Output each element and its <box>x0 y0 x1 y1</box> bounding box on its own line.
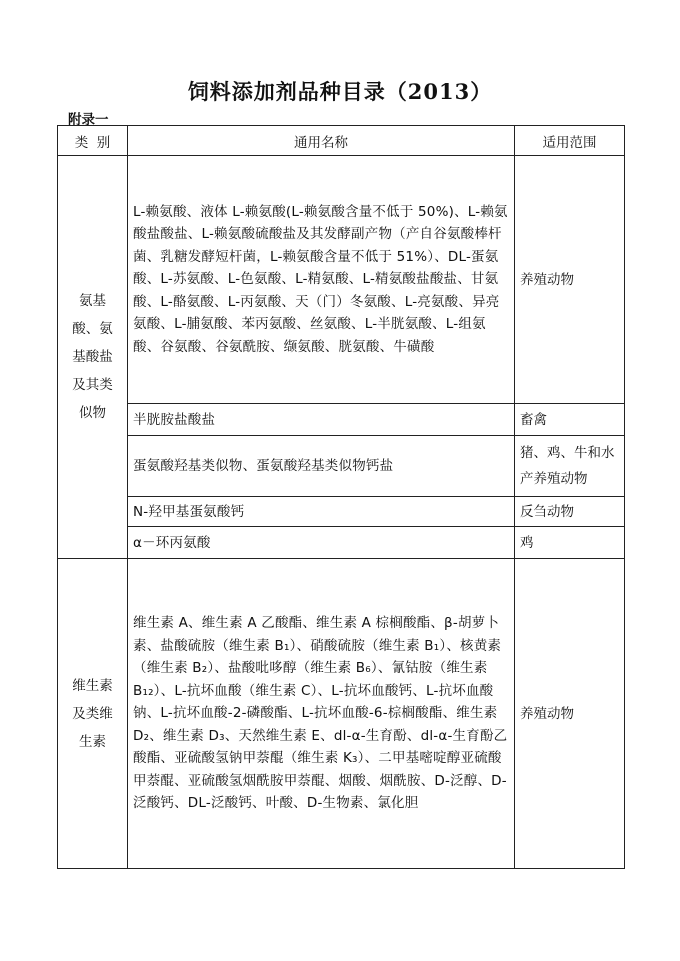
item-scope-cell: 养殖动物 <box>515 559 625 869</box>
category-label: 维生素 及类维 生素 <box>72 677 113 750</box>
item-name-cell: 半胱胺盐酸盐 <box>128 404 515 436</box>
table-row <box>58 559 625 869</box>
page-title: 饲料添加剂品种目录（2013） <box>187 79 493 104</box>
item-scope-cell: 养殖动物 <box>515 156 625 404</box>
item-scope-cell: 猪、鸡、牛和水产养殖动物 <box>515 436 625 497</box>
category-cell-amino-acids <box>58 156 128 559</box>
item-name-cell: α－环丙氨酸 <box>128 527 515 559</box>
item-name-cell: 蛋氨酸羟基类似物、蛋氨酸羟基类似物钙盐 <box>128 436 515 497</box>
item-name-cell: N-羟甲基蛋氨酸钙 <box>128 497 515 527</box>
item-name-cell: 维生素 A、维生素 A 乙酸酯、维生素 A 棕榈酸酯、β-胡萝卜素、盐酸硫胺（维生素 B₁）、硝酸硫胺（维生素 B₁）、核黄素（维生素 B₂）、盐酸吡哆醇（维生素 B₆）、氰钴胺（维生素 B₁₂）、L-抗坏血酸（维生素 C）、L-抗坏血酸钙、L-抗坏血酸钠、L-抗坏血酸-2-磷酸酯、L-抗坏血酸-6-棕榈酸酯、维生素 D₂、维生素 D₃、天然维生素 E、dl-α-生育酚、dl-α-生育酚乙酸酯、亚硫酸氢钠甲萘醌（维生素 K₃）、二甲基嘧啶醇亚硫酸甲萘醌、亚硫酸氢烟酰胺甲萘醌、烟酸、烟酰胺、D-泛醇、D-泛酸钙、DL-泛酸钙、叶酸、D-生物素、氯化胆 <box>128 559 515 869</box>
table-row <box>58 497 625 527</box>
table-row <box>58 404 625 436</box>
additive-catalog-table <box>57 125 625 869</box>
header-scope: 适用范围 <box>515 126 625 156</box>
table-header-row <box>58 126 625 156</box>
appendix-label: 附录一 <box>68 112 109 128</box>
item-scope-cell: 鸡 <box>515 527 625 559</box>
table-row <box>58 527 625 559</box>
table-row <box>58 156 625 404</box>
header-category: 类 别 <box>58 126 128 156</box>
category-cell-vitamins <box>58 559 128 869</box>
item-scope-cell: 反刍动物 <box>515 497 625 527</box>
category-label: 氨基 酸、氨 基酸盐 及其类 似物 <box>72 293 113 421</box>
item-scope-cell: 畜禽 <box>515 404 625 436</box>
header-name: 通用名称 <box>128 126 515 156</box>
item-name-cell: L-赖氨酸、液体 L-赖氨酸(L-赖氨酸含量不低于 50%)、L-赖氨酸盐酸盐、L-赖氨酸硫酸盐及其发酵副产物（产自谷氨酸棒杆菌、乳糖发酵短杆菌，L-赖氨酸含量不低于 51%）、DL-蛋氨酸、L-苏氨酸、L-色氨酸、L-精氨酸、L-精氨酸盐酸盐、甘氨酸、L-酪氨酸、L-丙氨酸、天（门）冬氨酸、L-亮氨酸、异亮氨酸、L-脯氨酸、苯丙氨酸、丝氨酸、L-半胱氨酸、L-组氨酸、谷氨酸、谷氨酰胺、缬氨酸、胱氨酸、牛磺酸 <box>128 156 515 404</box>
table-row <box>58 436 625 497</box>
